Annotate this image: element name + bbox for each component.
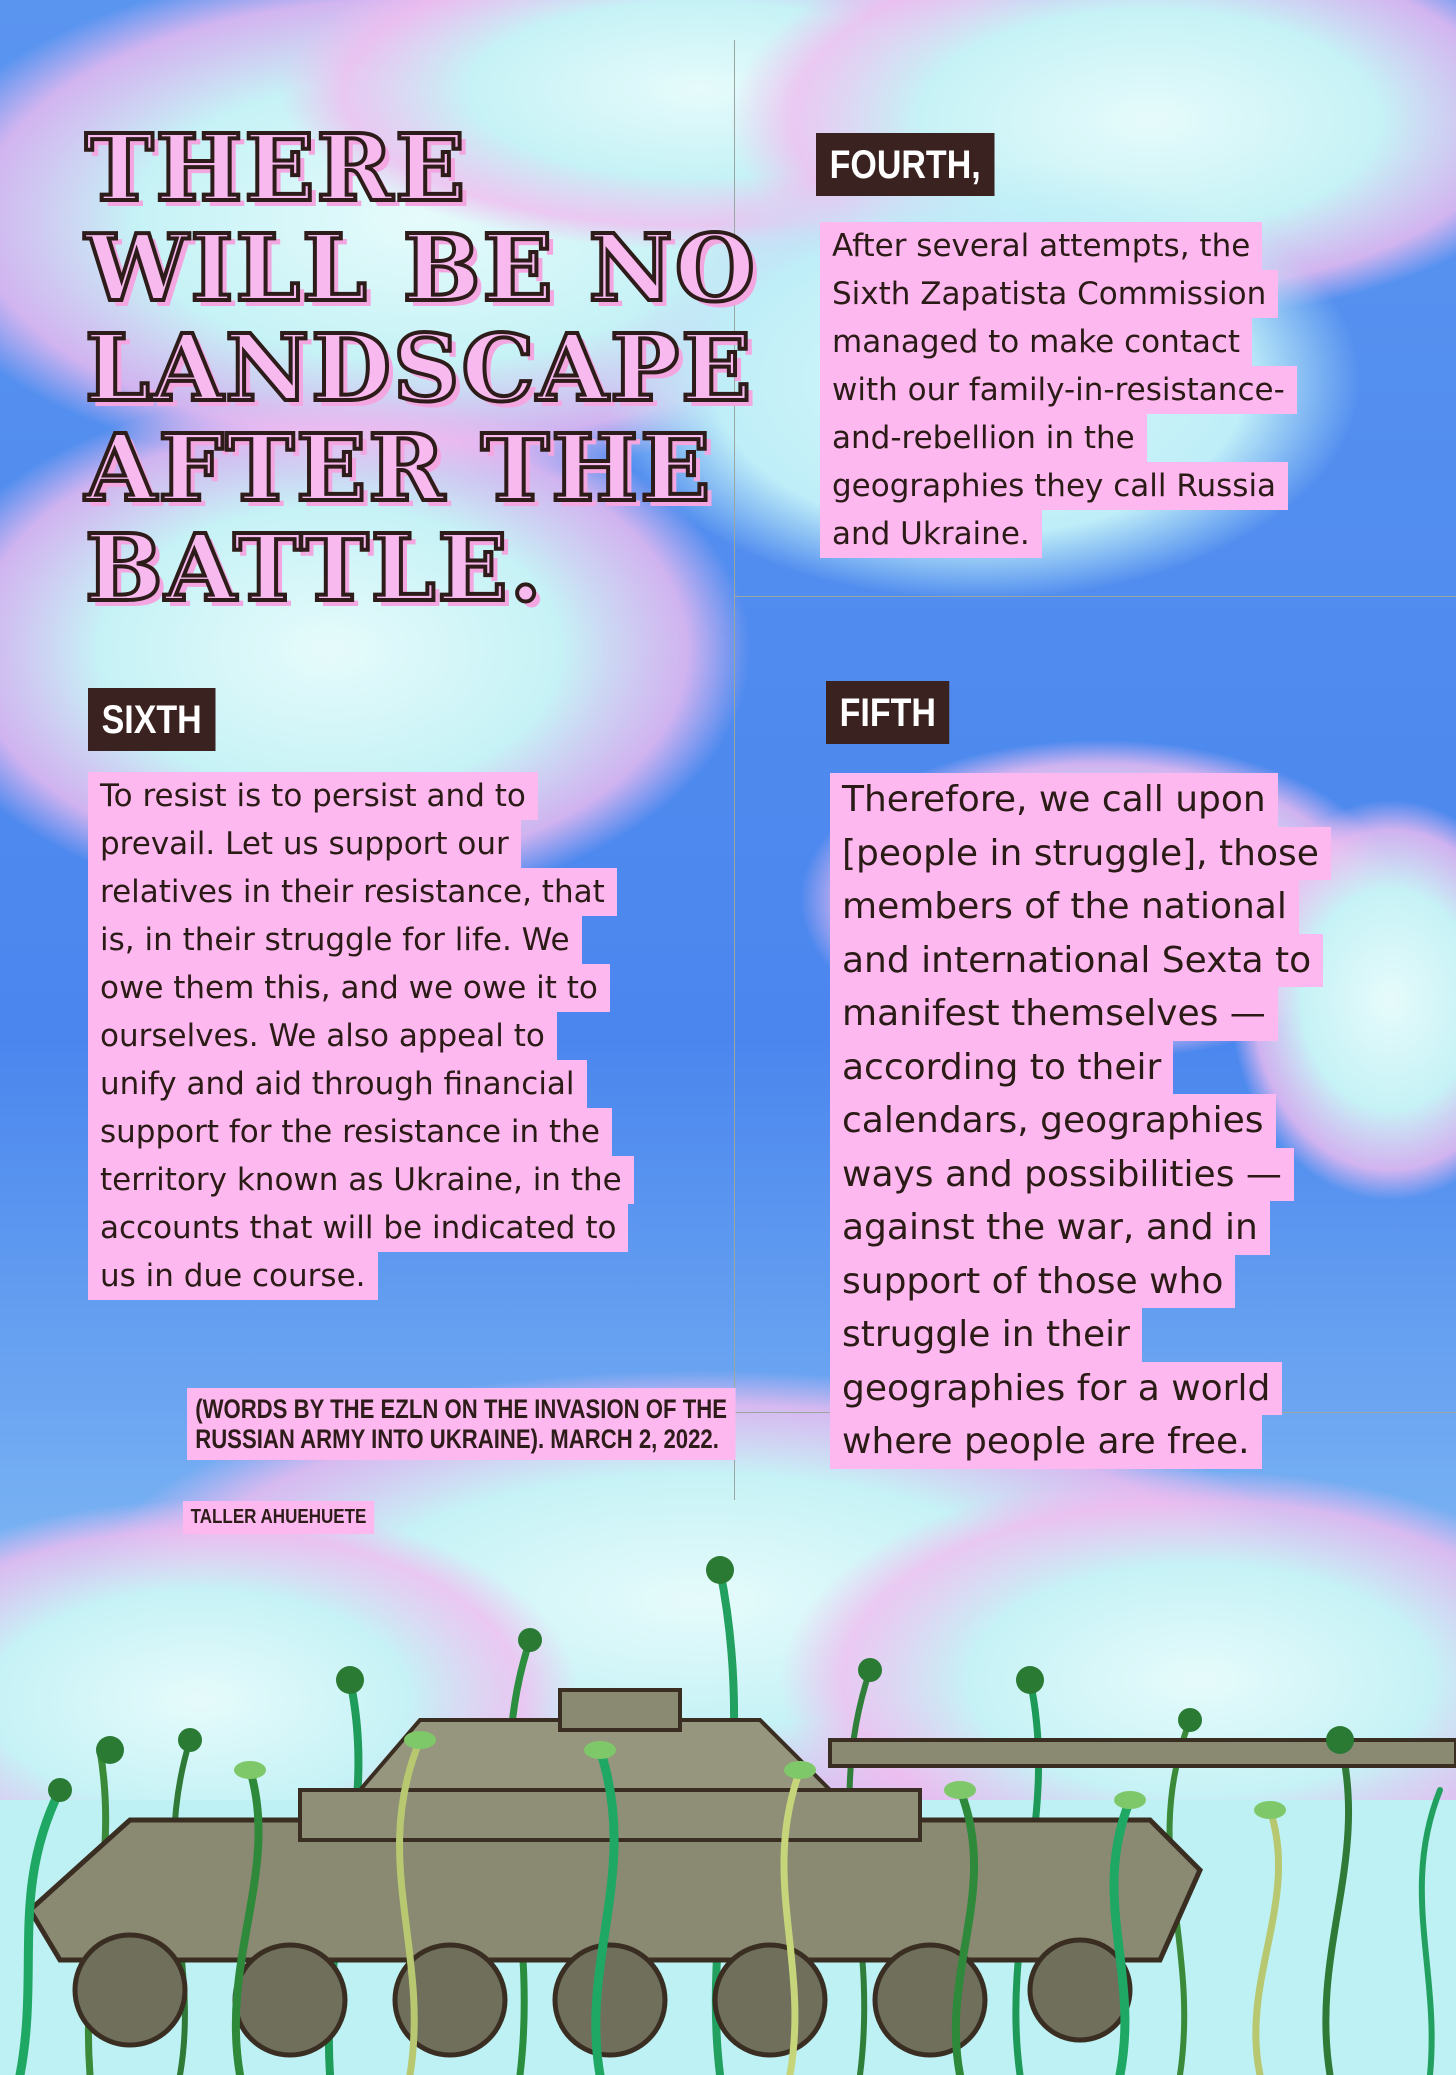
title-line: THERE bbox=[85, 114, 468, 222]
tank-shape bbox=[30, 1690, 1456, 2055]
text-line: relatives in their resistance, that bbox=[88, 868, 617, 916]
text-line: support of those who bbox=[830, 1255, 1235, 1309]
text-line: [people in struggle], those bbox=[830, 827, 1331, 881]
text-line: accounts that will be indicated to bbox=[88, 1204, 628, 1252]
text-line: and-rebellion in the bbox=[820, 414, 1147, 462]
sixth-heading: SIXTH bbox=[88, 688, 215, 751]
text-line: prevail. Let us support our bbox=[88, 820, 521, 868]
text-line: and Ukraine. bbox=[820, 510, 1042, 558]
text-line: To resist is to persist and to bbox=[88, 772, 538, 820]
fourth-heading: FOURTH, bbox=[816, 133, 994, 196]
fifth-heading: FIFTH bbox=[826, 681, 950, 744]
text-line: owe them this, and we owe it to bbox=[88, 964, 610, 1012]
title-line: BATTLE. bbox=[85, 514, 544, 622]
fourth-text bbox=[820, 222, 1297, 558]
caption-line: RUSSIAN ARMY INTO UKRAINE). MARCH 2, 2022. bbox=[195, 1424, 719, 1454]
text-line: Therefore, we call upon bbox=[830, 773, 1278, 827]
text-line: us in due course. bbox=[88, 1252, 378, 1300]
text-line: Sixth Zapatista Commission bbox=[820, 270, 1278, 318]
text-line: manifest themselves — bbox=[830, 987, 1278, 1041]
text-line: and international Sexta to bbox=[830, 934, 1323, 988]
text-line: members of the national bbox=[830, 880, 1299, 934]
text-line: struggle in their bbox=[830, 1308, 1142, 1362]
divider-horizontal-upper bbox=[734, 596, 1456, 597]
title-line: LANDSCAPE bbox=[85, 314, 754, 422]
text-line: ourselves. We also appeal to bbox=[88, 1012, 557, 1060]
text-line: against the war, and in bbox=[830, 1201, 1270, 1255]
text-line: where people are free. bbox=[830, 1415, 1262, 1469]
text-line: with our family-in-resistance- bbox=[820, 366, 1297, 414]
text-line: territory known as Ukraine, in the bbox=[88, 1156, 634, 1204]
caption-line: (WORDS BY THE EZLN ON THE INVASION OF THE bbox=[195, 1394, 727, 1424]
text-line: is, in their struggle for life. We bbox=[88, 916, 582, 964]
text-line: support for the resistance in the bbox=[88, 1108, 612, 1156]
text-line: geographies for a world bbox=[830, 1362, 1282, 1416]
text-line: After several attempts, the bbox=[820, 222, 1262, 270]
artist-credit: TALLER AHUEHUETE bbox=[183, 1501, 374, 1534]
text-line: calendars, geographies bbox=[830, 1094, 1276, 1148]
title-line: WILL BE NO bbox=[85, 214, 757, 322]
poster-title bbox=[85, 114, 757, 622]
sixth-text bbox=[88, 772, 634, 1300]
source-caption bbox=[187, 1388, 735, 1460]
text-line: unify and aid through financial bbox=[88, 1060, 587, 1108]
text-line: managed to make contact bbox=[820, 318, 1252, 366]
text-line: according to their bbox=[830, 1041, 1173, 1095]
overgrown-tank-illustration bbox=[0, 1490, 1456, 2075]
title-line: AFTER THE bbox=[85, 414, 713, 522]
text-line: geographies they call Russia bbox=[820, 462, 1288, 510]
fifth-text bbox=[830, 773, 1331, 1469]
text-line: ways and possibilities — bbox=[830, 1148, 1294, 1202]
